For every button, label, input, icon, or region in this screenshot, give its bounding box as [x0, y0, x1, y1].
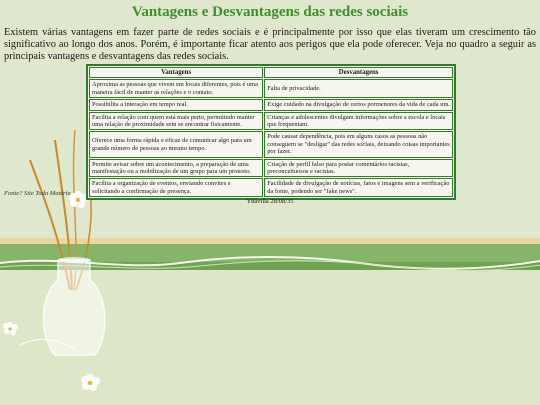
table-header-row [89, 67, 453, 78]
advantages-disadvantages-table [86, 64, 456, 200]
page-title: Vantagens e Desvantagens das redes sociais [131, 4, 409, 20]
table-row [89, 112, 453, 131]
table-row [89, 131, 453, 157]
document-content [0, 0, 540, 200]
advantage-cell: Oferece uma forma rápida e eficaz de comunicar algo para um grande número de pessoas ao mesmo tempo. [89, 131, 263, 157]
author-signature: Ydávilla 28/08/35 [246, 198, 294, 205]
source-note: Fonte? Site Toda Matéria [4, 190, 71, 197]
disadvantage-cell: Falta de privacidade. [264, 79, 453, 98]
disadvantage-cell: Crianças e adolescentes divulgam informações sobre a escola e locais que frequentam. [264, 112, 453, 131]
advantage-cell: Facilita a relação com quem está mais perto, permitindo manter uma relação de proximidade sem se encontrar fisicamente. [89, 112, 263, 131]
column-header-disadvantages: Desvantagens [264, 67, 453, 78]
advantage-cell: Possibilita a interação em tempo real. [89, 99, 263, 110]
advantage-cell: Permite avisar sobre um acontecimento, a preparação de uma manifestação ou a mobilização de um grupo para um protesto. [89, 159, 263, 178]
advantage-cell: Aproxima as pessoas que vivem em locais diferentes, pois é uma maneira fácil de manter as relações e o contato. [89, 79, 263, 98]
disadvantage-cell: Exige cuidado na divulgação de certos pormenores da vida de cada um. [264, 99, 453, 110]
table-row [89, 99, 453, 110]
disadvantage-cell: Criação de perfil falso para postar comentários racistas, preconceituosos e racistas. [264, 159, 453, 178]
intro-paragraph: Existem várias vantagens em fazer parte de redes sociais e é principalmente por isso que elas tiveram um crescimento tão significativo ao longo dos anos. Porém, é importante ficar atento aos perigos que ela pode oferecer. Veja no quadro a seguir as principais vantagens e desvantagens das redes sociais. [4, 27, 536, 62]
table-row [89, 159, 453, 178]
disadvantage-cell: Facilidade de divulgação de notícias, fatos e imagens sem a verificação da fonte, podendo ser "fake news". [264, 178, 453, 197]
disadvantage-cell: Pode causar dependência, pois em alguns casos as pessoas não conseguem se "desligar" das redes sociais, deixando coisas importantes por fazer. [264, 131, 453, 157]
table-row [89, 178, 453, 197]
column-header-advantages: Vantagens [89, 67, 263, 78]
advantage-cell: Facilita a organização de eventos, enviando convites e solicitando a confirmação de presença. [89, 178, 263, 197]
table-row [89, 79, 453, 98]
